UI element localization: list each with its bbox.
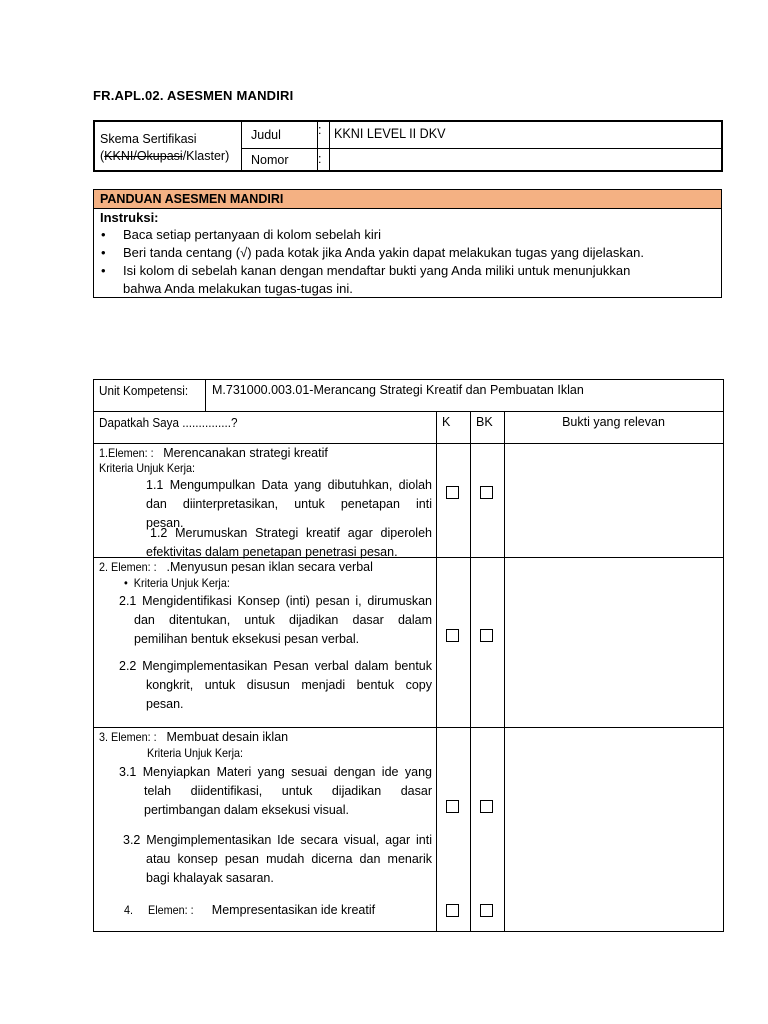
checkbox-k-element-1[interactable] (446, 486, 459, 499)
column-k: K (442, 415, 451, 429)
kuk-3-1: 3.1 Menyiapkan Materi yang sesuai dengan ide yang telah diidentifikasi, untuk dijadikan dasar pertimbangan dalam eksekusi visual. (119, 765, 432, 817)
checkbox-bk-element-1[interactable] (480, 486, 493, 499)
evidence-cell-element-1[interactable] (505, 444, 723, 557)
checkbox-k-element-4[interactable] (446, 904, 459, 917)
nomor-label-cell (241, 149, 318, 170)
kuk-label: Kriteria Unjuk Kerja: (99, 461, 196, 475)
element-title: 4. Elemen: : Mempresentasikan ide kreatif (124, 903, 376, 917)
column-bk: BK (476, 415, 493, 429)
checkbox-k-element-2[interactable] (446, 629, 459, 642)
instruction-label: Instruksi: (100, 210, 159, 225)
judul-label: Judul (251, 128, 281, 142)
evidence-cell-element-3[interactable] (505, 728, 723, 931)
judul-colon-cell (317, 122, 330, 149)
unit-value: M.731000.003.01-Merancang Strategi Kreatif dan Pembuatan Iklan (212, 383, 584, 397)
judul-label-cell (241, 122, 318, 149)
nomor-colon: : (318, 152, 322, 166)
column-bukti: Bukti yang relevan (562, 415, 665, 429)
document-title: FR.APL.02. ASESMEN MANDIRI (93, 88, 294, 103)
kuk-2-1: 2.1 Mengidentifikasi Konsep (inti) pesan i, dirumuskan dan ditentukan, untuk dijadikan dasar dalam pemilihan bentuk eksekusi pesan verbal. (119, 594, 432, 646)
checkbox-bk-element-4[interactable] (480, 904, 493, 917)
kuk-label: • Kriteria Unjuk Kerja: (124, 576, 230, 590)
checkbox-bk-element-2[interactable] (480, 629, 493, 642)
nomor-value-cell[interactable] (330, 149, 721, 170)
scheme-label-line1: Skema Sertifikasi (100, 132, 197, 146)
scheme-label-line2: (KKNI/Okupasi/Klaster) (100, 149, 230, 163)
evidence-cell-element-2[interactable] (505, 558, 723, 727)
instruction-list (94, 226, 714, 298)
scheme-table (93, 120, 723, 172)
unit-label: Unit Kompetensi: (99, 383, 189, 398)
judul-value-cell[interactable] (330, 122, 721, 149)
instruction-item: • Baca setiap pertanyaan di kolom sebelah kiri (94, 226, 714, 244)
kuk-1-1: 1.1 Mengumpulkan Data yang dibutuhkan, diolah dan diinterpretasikan, untuk penetapan inti pesan. (146, 478, 432, 530)
struck-text: KKNI/Okupasi (104, 149, 183, 163)
kuk-2-2: 2.2 Mengimplementasikan Pesan verbal dalam bentuk kongkrit, untuk disusun menjadi bentuk copy pesan. (119, 659, 432, 711)
scheme-label-cell (95, 122, 242, 170)
checkbox-bk-element-3[interactable] (480, 800, 493, 813)
element-title: 3. Elemen: : Membuat desain iklan (99, 730, 289, 744)
checkbox-k-element-3[interactable] (446, 800, 459, 813)
element-title: 2. Elemen: : .Menyusun pesan iklan secara verbal (99, 560, 373, 574)
question-label: Dapatkah Saya ...............? (99, 415, 238, 430)
nomor-colon-cell (317, 149, 330, 170)
instruction-item: • Beri tanda centang (√) pada kotak jika Anda yakin dapat melakukan tugas yang dijelaskan. (94, 244, 714, 262)
competency-table (93, 379, 724, 932)
judul-colon: : (318, 123, 322, 137)
element-title: 1.Elemen: : Merencanakan strategi kreatif (99, 446, 328, 460)
instruction-item-continuation: bahwa Anda melakukan tugas-tugas ini. (123, 281, 353, 296)
guidance-heading: PANDUAN ASESMEN MANDIRI (100, 192, 284, 206)
judul-value: KKNI LEVEL II DKV (334, 125, 446, 141)
kuk-1-2: 1.2 Merumuskan Strategi kreatif agar diperoleh efektivitas dalam penetapan penetrasi pesan. (146, 526, 432, 559)
instruction-item: • Isi kolom di sebelah kanan dengan mendaftar bukti yang Anda miliki untuk menunjukkan (94, 262, 714, 280)
kuk-3-2: 3.2 Mengimplementasikan Ide secara visual, agar inti atau konsep pesan mudah dicerna dan menarik bagi khalayak sasaran. (123, 833, 432, 885)
guidance-heading-bar (94, 190, 721, 209)
guidance-box (93, 189, 722, 298)
nomor-label: Nomor (251, 153, 289, 167)
kuk-label: Kriteria Unjuk Kerja: (147, 746, 244, 760)
